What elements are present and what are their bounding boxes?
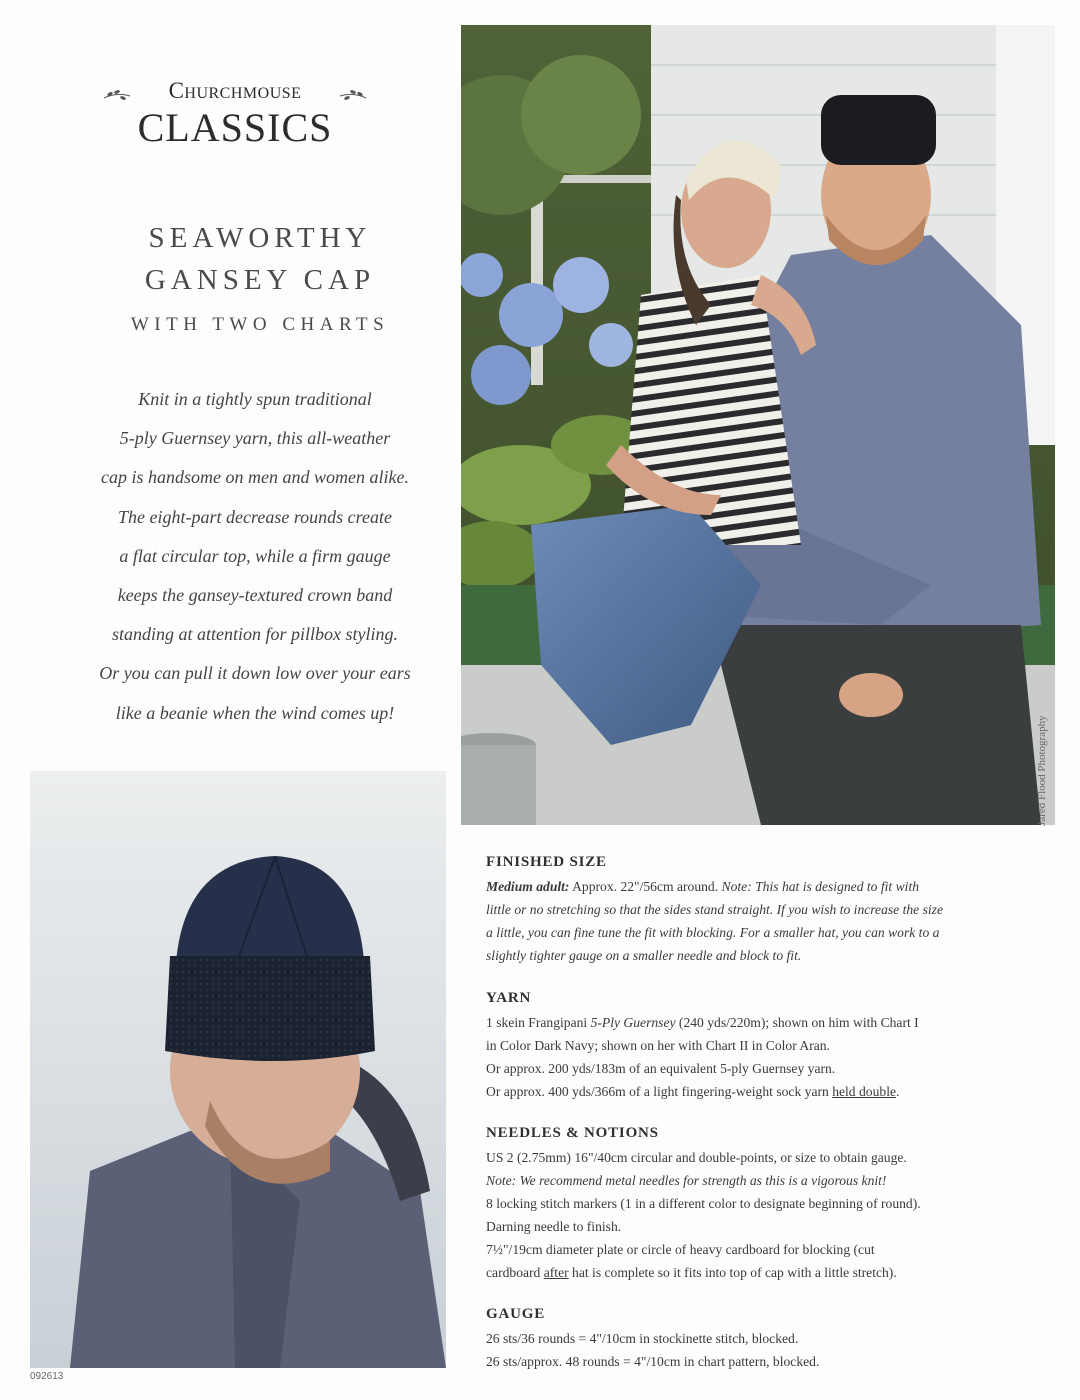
photo-credit: Jared Flood Photography <box>1036 715 1048 826</box>
detail-line <box>486 1080 1056 1103</box>
page-code: 092613 <box>30 1371 64 1382</box>
section-heading: YARN <box>486 990 532 1006</box>
detail-line <box>486 1011 1056 1034</box>
man-in-hat-photo <box>30 771 446 1368</box>
yarn-section <box>486 988 1056 1103</box>
detail-line <box>486 875 1056 898</box>
detail-line: 26 sts/36 rounds = 4"/10cm in stockinette stitch, blocked. <box>486 1331 799 1346</box>
man-in-hat-illustration <box>30 771 446 1368</box>
size-value: Approx. 22"/56cm around. <box>569 879 722 894</box>
brand-name-top: Churchmouse <box>168 78 302 103</box>
brand-logo <box>90 78 380 148</box>
detail-line: Darning needle to finish. <box>486 1219 622 1234</box>
yarn-name: 5-Ply Guernsey <box>590 1015 676 1030</box>
intro-line: Knit in a tightly spun traditional <box>138 389 372 409</box>
detail-line: a little, you can fine tune the fit with blocking. For a smaller hat, you can work to a <box>486 925 940 940</box>
detail-line: Or approx. 200 yds/183m of an equivalent 5-ply Guernsey yarn. <box>486 1061 836 1076</box>
pattern-title-line-1: SEAWORTHY <box>148 222 372 254</box>
detail-line <box>486 1261 1056 1284</box>
yarn-text: 1 skein Frangipani <box>486 1015 591 1030</box>
note-label: Note: <box>721 879 752 894</box>
intro-line: like a beanie when the wind comes up! <box>115 702 395 723</box>
finished-size-section <box>486 852 1056 967</box>
section-heading: GAUGE <box>486 1306 546 1322</box>
intro-line: a flat circular top, while a firm gauge <box>119 545 391 566</box>
gauge-section <box>486 1304 1056 1373</box>
yarn-emphasis: held double <box>832 1084 897 1099</box>
detail-line: in Color Dark Navy; shown on her with Chart II in Color Aran. <box>486 1038 830 1053</box>
brand-name-main: CLASSICS <box>137 105 333 150</box>
yarn-text: (240 yds/220m); shown on him with Chart I <box>675 1015 919 1030</box>
intro-line: keeps the gansey-textured crown band <box>117 584 393 605</box>
couple-photo-illustration <box>461 25 1055 825</box>
sprig-right-icon <box>338 88 368 102</box>
yarn-text: . <box>896 1084 900 1099</box>
needles-text: cardboard <box>486 1265 544 1280</box>
intro-paragraph <box>40 380 470 733</box>
intro-line: Or you can pull it down low over your ears <box>99 663 411 684</box>
intro-line: The eight-part decrease rounds create <box>118 506 392 527</box>
intro-line: standing at attention for pillbox styling. <box>112 624 398 645</box>
couple-photo <box>461 25 1055 825</box>
detail-line: 8 locking stitch markers (1 in a different color to designate beginning of round). <box>486 1196 921 1211</box>
yarn-text: Or approx. 400 yds/366m of a light fingering-weight sock yarn <box>486 1084 833 1099</box>
detail-line: Note: We recommend metal needles for strength as this is a vigorous knit! <box>486 1173 887 1188</box>
size-label: Medium adult: <box>486 879 570 894</box>
intro-line: 5-ply Guernsey yarn, this all-weather <box>119 428 391 449</box>
pattern-subtitle: WITH TWO CHARTS <box>130 314 390 335</box>
detail-line: little or no stretching so that the sides stand straight. If you wish to increase the size <box>486 902 944 917</box>
needles-notions-section <box>486 1123 1056 1284</box>
detail-line: slightly tighter gauge on a smaller needle and block to fit. <box>486 948 802 963</box>
needles-text: hat is complete so it fits into top of cap with a little stretch). <box>568 1265 897 1280</box>
needles-emphasis: after <box>543 1265 569 1280</box>
sprig-left-icon <box>102 88 132 102</box>
pattern-title-line-2: GANSEY CAP <box>144 264 376 296</box>
note-text: This hat is designed to fit with <box>751 879 920 894</box>
detail-line: US 2 (2.75mm) 16"/40cm circular and double-points, or size to obtain gauge. <box>486 1150 907 1165</box>
detail-line: 7½"/19cm diameter plate or circle of heavy cardboard for blocking (cut <box>486 1242 875 1257</box>
detail-line: 26 sts/approx. 48 rounds = 4"/10cm in chart pattern, blocked. <box>486 1354 820 1369</box>
intro-line: cap is handsome on men and women alike. <box>101 467 409 488</box>
section-heading: FINISHED SIZE <box>486 854 607 870</box>
section-heading: NEEDLES & NOTIONS <box>486 1125 659 1141</box>
